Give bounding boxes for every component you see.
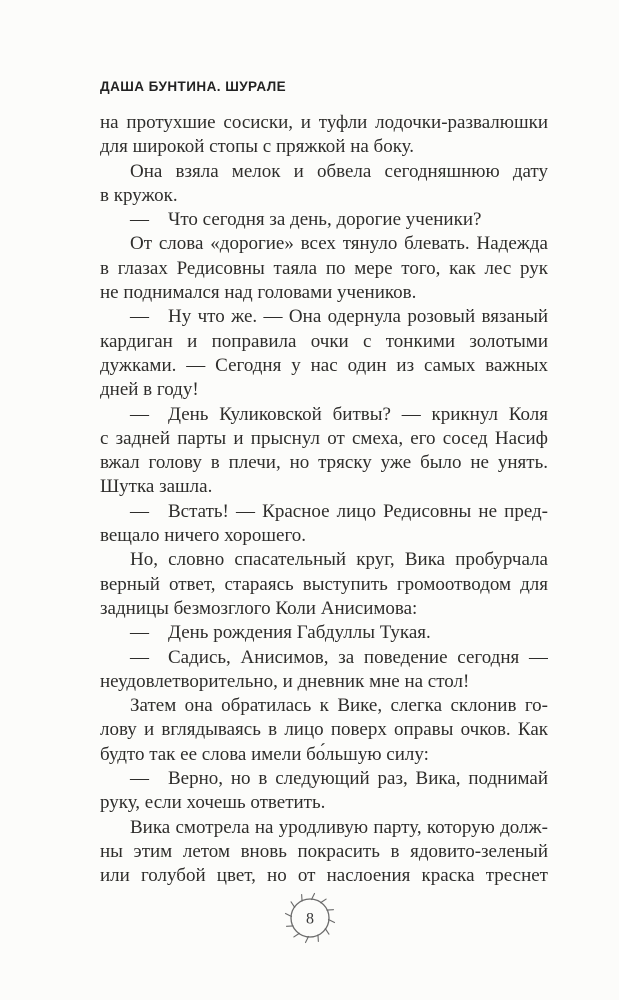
text-line: дужками. — Сегодня у нас один из самых важных: [100, 354, 548, 376]
text-line: не поднимался над головами учеников.: [100, 282, 417, 304]
text-line: неудовлетворительно, и дневник мне на стол!: [100, 670, 470, 692]
text-line: — День Куликовской битвы? — крикнул Коля: [130, 403, 548, 425]
text-line: ны этим летом вновь покрасить в ядовито-зеленый: [100, 840, 548, 862]
text-line: От слова «дорогие» всех тянуло блевать. Надежда: [130, 233, 548, 255]
text-line: в кружок.: [100, 184, 178, 206]
page-number-ornament: [283, 891, 337, 945]
text-line: Затем она обратилась к Вике, слегка склонив го-: [130, 695, 548, 717]
text-line: кардиган и поправила очки с тонкими золотыми: [100, 330, 548, 352]
text-line: вещало ничего хорошего.: [100, 525, 307, 547]
text-line: — Верно, но в следующий раз, Вика, поднимай: [130, 768, 548, 790]
text-line: — Встать! — Красное лицо Редисовны не пред-: [130, 500, 548, 522]
text-line: — Ну что же. — Она одернула розовый вязаный: [130, 306, 548, 328]
text-line: — Садись, Анисимов, за поведение сегодня —: [130, 646, 548, 668]
text-line: Вика смотрела на уродливую парту, которую долж-: [130, 816, 548, 838]
text-line: руку, если хочешь ответить.: [100, 792, 326, 814]
text-line: верный ответ, стараясь выступить громоотводом для: [100, 573, 548, 595]
text-line: Но, словно спасательный круг, Вика пробурчала: [130, 549, 548, 571]
text-line: в глазах Редисовны таяла по мере того, как лес рук: [100, 257, 548, 279]
text-line: — Что сегодня за день, дорогие ученики?: [130, 209, 482, 231]
text-line: Она взяла мелок и обвела сегодняшнюю дату: [130, 160, 548, 182]
text-line: с задней парты и прыснул от смеха, его сосед Насиф: [100, 427, 548, 449]
text-line: задницы безмозглого Коли Анисимова:: [100, 597, 418, 619]
running-header: ДАША БУНТИНА. ШУРАЛЕ: [100, 79, 287, 94]
text-line: вжал голову в плечи, но тряску уже было не унять.: [100, 452, 548, 474]
text-line: лову и вглядываясь в лицо поверх оправы очков. Как: [100, 719, 548, 741]
text-line: — День рождения Габдуллы Тукая.: [130, 622, 431, 644]
text-line: Шутка зашла.: [100, 476, 213, 498]
text-line: на протухшие сосиски, и туфли лодочки-развалюшки: [100, 112, 548, 133]
text-line: дней в году!: [100, 379, 199, 401]
text-line: или голубой цвет, но от наслоения краска треснет: [100, 865, 548, 887]
text-line: для широкой стопы с пряжкой на боку.: [100, 136, 415, 158]
text-line: будто так ее слова имели бо́льшую силу:: [100, 743, 429, 765]
page-number: 8: [305, 910, 314, 928]
body-text: [100, 111, 548, 889]
page-footer: [0, 891, 619, 945]
